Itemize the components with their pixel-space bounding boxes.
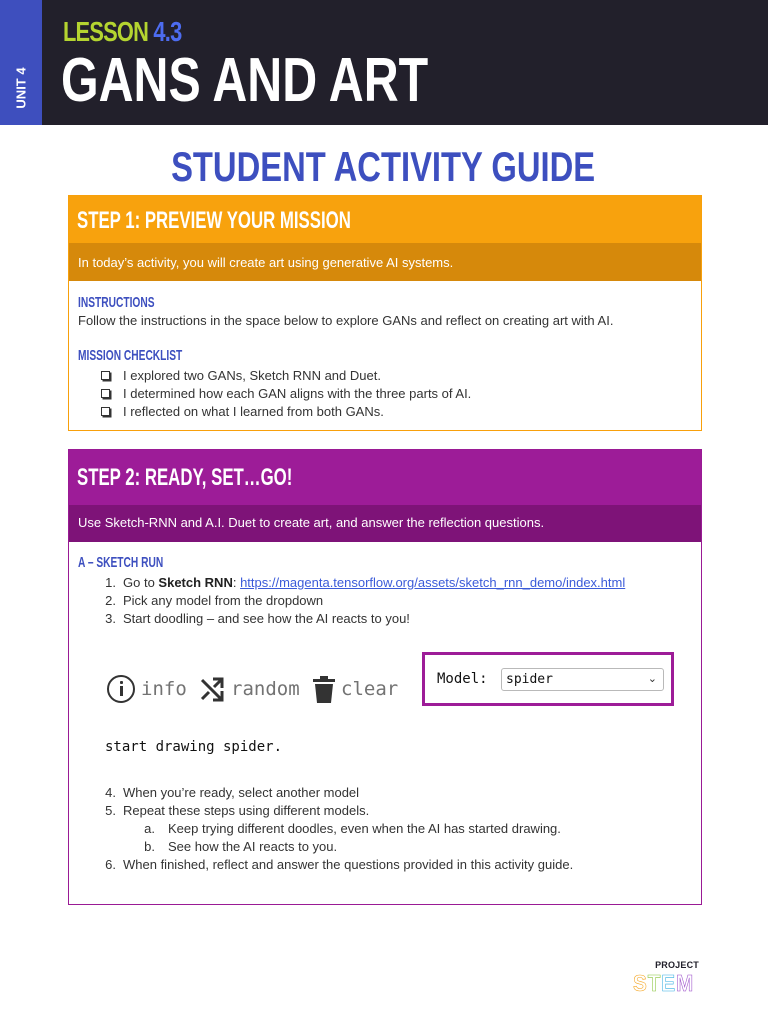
sub-list-letter: a. — [144, 821, 155, 836]
page-header — [0, 0, 768, 125]
list-item-text: Repeat these steps using different models. — [123, 803, 370, 818]
sketch-rnn-name: Sketch RNN — [158, 575, 233, 590]
list-item-text: Pick any model from the dropdown — [123, 593, 324, 608]
unit-tab — [0, 0, 42, 125]
sub-list-item-text: Keep trying different doodles, even when the AI has started drawing. — [168, 821, 561, 836]
list-item-text: Start doodling – and see how the AI reacts to you! — [123, 611, 410, 626]
checklist-item-text: I determined how each GAN aligns with the three parts of AI. — [123, 386, 472, 401]
list-prefix: Go to — [123, 575, 159, 590]
logo-top-text: PROJECT — [655, 960, 699, 970]
shuffle-icon — [199, 676, 225, 702]
sub-list-item-text: See how the AI reacts to you. — [168, 839, 338, 854]
unit-label: UNIT 4 — [13, 67, 29, 109]
logo-letter: T — [647, 970, 662, 996]
lesson-title: GANS AND ART — [61, 46, 429, 115]
checkbox-icon — [101, 389, 110, 398]
checklist-item-text: I explored two GANs, Sketch RNN and Duet. — [123, 368, 381, 383]
step2-box — [68, 449, 702, 905]
sub-list-letter: b. — [144, 839, 155, 854]
project-stem-logo — [632, 958, 702, 998]
sketch-rnn-link[interactable]: https://magenta.tensorflow.org/assets/sketch_rnn_demo/index.html — [240, 575, 626, 590]
step2-heading: STEP 2: READY, SET…GO! — [77, 464, 293, 491]
logo-letter: M — [675, 970, 695, 996]
logo-main-text — [633, 970, 694, 997]
checklist-heading: MISSION CHECKLIST — [78, 347, 183, 364]
chevron-down-icon: ⌄ — [647, 673, 657, 685]
checklist-item-text: I reflected on what I learned from both GANs. — [123, 404, 384, 419]
list-number: 4. — [105, 785, 116, 800]
list-item-text: When you’re ready, select another model — [123, 785, 360, 800]
list-number: 1. — [105, 575, 116, 590]
trash-icon — [313, 676, 335, 703]
logo-letter: E — [661, 970, 676, 996]
info-button[interactable] — [107, 672, 187, 706]
step1-heading: STEP 1: PREVIEW YOUR MISSION — [77, 207, 351, 234]
list-number: 6. — [105, 857, 116, 872]
model-label: Model: — [437, 671, 488, 687]
list-item-text: When finished, reflect and answer the questions provided in this activity guide. — [123, 857, 574, 872]
drawing-status: start drawing spider. — [105, 739, 283, 755]
model-dropdown-value: spider — [506, 672, 553, 687]
info-label: info — [141, 678, 187, 700]
list-item-text — [123, 574, 625, 592]
step1-box — [68, 195, 702, 431]
clear-label: clear — [341, 678, 399, 700]
info-icon — [107, 675, 135, 703]
model-selector-highlight — [422, 652, 674, 706]
lesson-label — [63, 16, 181, 48]
step2-subheading: Use Sketch-RNN and A.I. Duet to create art, and answer the reflection questions. — [69, 505, 701, 542]
section-a-heading: A – SKETCH RUN — [78, 554, 164, 571]
list-separator: : — [232, 575, 241, 590]
instructions-text: Follow the instructions in the space below to explore GANs and reflect on creating art with AI. — [78, 313, 614, 328]
guide-title: STUDENT ACTIVITY GUIDE — [171, 143, 596, 190]
clear-button[interactable] — [313, 672, 398, 706]
list-number: 3. — [105, 611, 116, 626]
checkbox-icon — [101, 371, 110, 380]
step1-subheading: In today’s activity, you will create art using generative AI systems. — [69, 243, 701, 281]
instructions-heading: INSTRUCTIONS — [78, 294, 155, 311]
random-label: random — [231, 678, 300, 700]
step1-header — [69, 196, 701, 243]
random-button[interactable] — [199, 672, 300, 706]
checkbox-icon — [101, 407, 110, 416]
model-dropdown[interactable] — [501, 668, 664, 691]
lesson-word: LESSON — [63, 16, 149, 47]
list-number: 5. — [105, 803, 116, 818]
logo-letter: S — [633, 970, 648, 996]
list-number: 2. — [105, 593, 116, 608]
step2-header — [69, 450, 701, 505]
lesson-number: 4.3 — [153, 16, 182, 47]
